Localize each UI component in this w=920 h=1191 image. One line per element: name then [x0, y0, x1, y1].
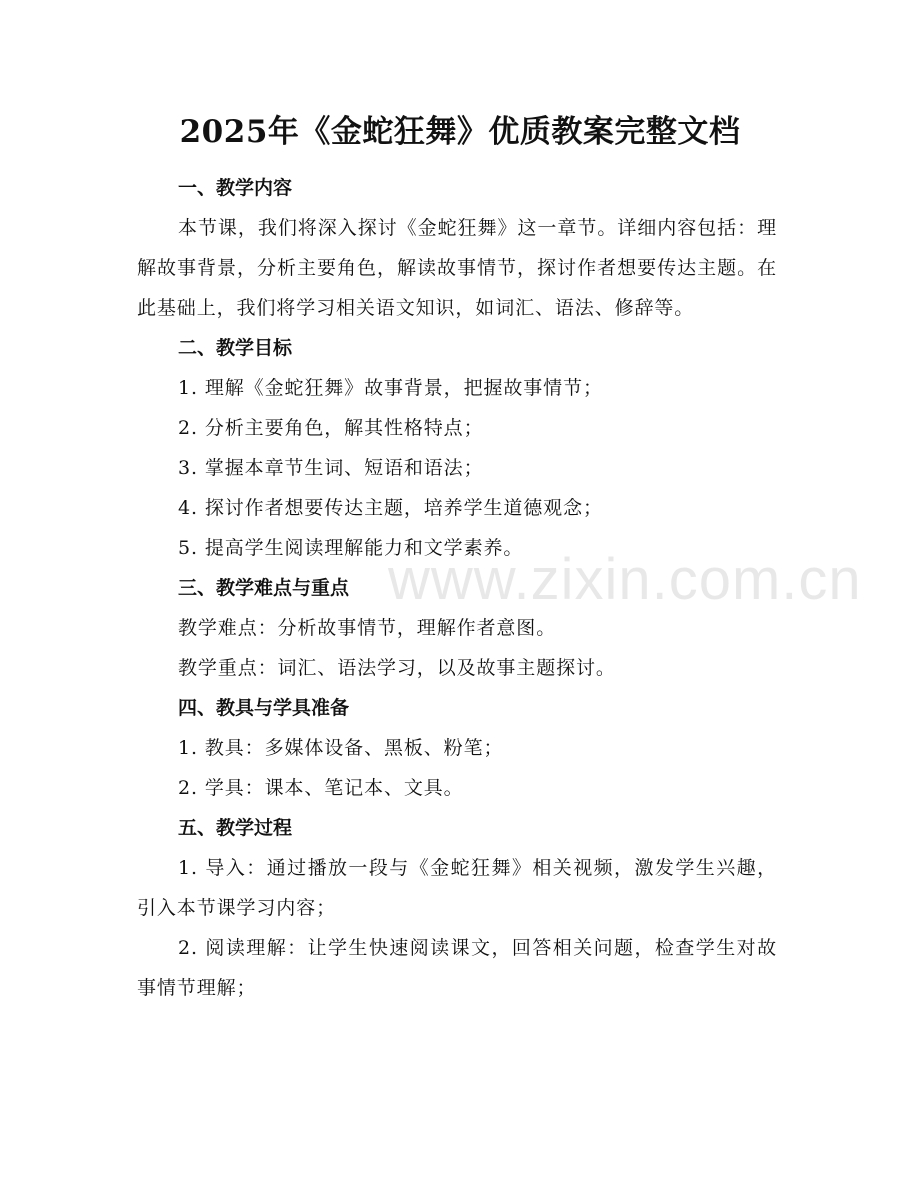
process-item: 1. 导入：通过播放一段与《金蛇狂舞》相关视频，激发学生兴趣，引入本节课学习内容；	[137, 857, 777, 919]
document-title: 2025年《金蛇狂舞》优质教案完整文档	[179, 114, 741, 150]
goal-item: 3. 掌握本章节生词、短语和语法；	[178, 457, 484, 479]
section-paragraph-teaching-content: 本节课，我们将深入探讨《金蛇狂舞》这一章节。详细内容包括：理解故事背景，分析主要角色，解读故事情节，探讨作者想要传达主题。在此基础上，我们将学习相关语文知识，如词汇、语法、修辞等。	[137, 217, 777, 319]
goal-item: 1. 理解《金蛇狂舞》故事背景，把握故事情节；	[178, 377, 603, 399]
section-heading-teaching-goals: 二、教学目标	[178, 337, 293, 359]
section-heading-process: 五、教学过程	[178, 817, 293, 839]
section-heading-difficulties: 三、教学难点与重点	[178, 577, 350, 599]
goal-item: 4. 探讨作者想要传达主题，培养学生道德观念；	[178, 497, 603, 519]
material-item: 2. 学具：课本、笔记本、文具。	[178, 777, 464, 799]
goal-item: 5. 提高学生阅读理解能力和文学素养。	[178, 537, 524, 559]
section-heading-materials: 四、教具与学具准备	[178, 697, 350, 719]
watermark: www.zixin.com.cn	[388, 547, 862, 612]
section-heading-teaching-content: 一、教学内容	[178, 177, 293, 199]
focus-item: 教学重点：词汇、语法学习，以及故事主题探讨。	[178, 657, 616, 679]
material-item: 1. 教具：多媒体设备、黑板、粉笔；	[178, 737, 504, 759]
difficulty-item: 教学难点：分析故事情节，理解作者意图。	[178, 617, 557, 639]
document-body	[137, 168, 777, 1008]
process-item: 2. 阅读理解：让学生快速阅读课文，回答相关问题，检查学生对故事情节理解；	[137, 937, 777, 999]
goal-item: 2. 分析主要角色，解其性格特点；	[178, 417, 484, 439]
